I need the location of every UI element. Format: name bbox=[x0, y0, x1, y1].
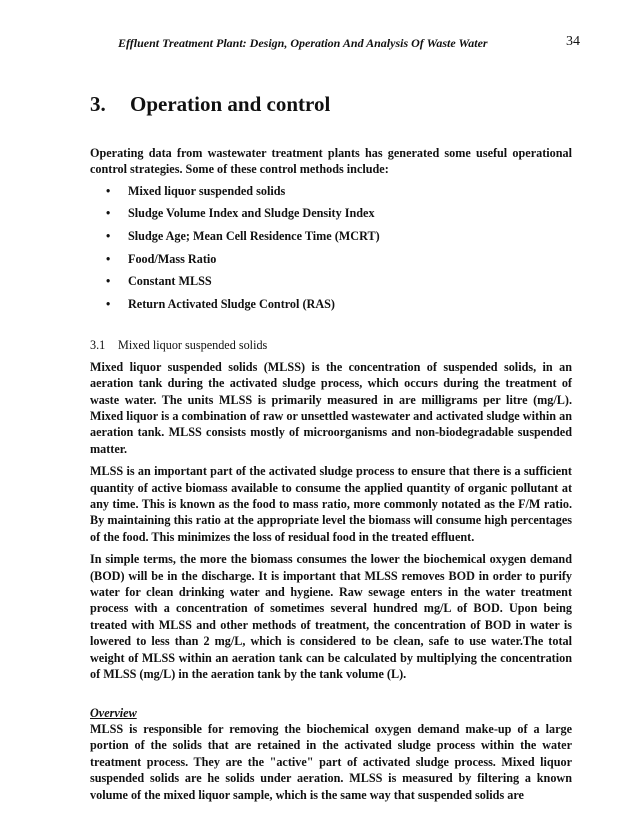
page-number: 34 bbox=[566, 34, 580, 49]
chapter-title: Operation and control bbox=[130, 92, 331, 116]
body-paragraph: Mixed liquor suspended solids (MLSS) is the concentration of suspended solids, in an aeration tank during the activated sludge process, which occurs during the treatment of waste water. The units MLSS is primarily measured in are milligrams per litre (mg/L). Mixed liquor is a combination of raw or unsettled wastewater and activated sludge within an aeration tank. MLSS consists mostly of microorganisms and non-biodegradable suspended matter. bbox=[90, 359, 572, 456]
section-number: 3.1 bbox=[90, 338, 106, 353]
overview-paragraph: MLSS is responsible for removing the biochemical oxygen demand make-up of a large portion of the solids that are retained in the activated sludge process within the water treatment process. They are the "active" part of activated sludge process. Mixed liquor suspended solids are he solids under aeration. MLSS is measured by filtering a known volume of the mixed liquor sample, which is the same way that suspended solids are bbox=[90, 721, 572, 802]
list-item: • Sludge Volume Index and Sludge Density Index bbox=[90, 205, 572, 228]
chapter-number: 3. bbox=[90, 92, 106, 116]
intro-paragraph: Operating data from wastewater treatment plants has generated some useful operational control strategies. Some of these control methods include: bbox=[90, 146, 572, 177]
list-item: • Constant MLSS bbox=[90, 273, 572, 296]
body-paragraph: In simple terms, the more the biomass consumes the lower the biochemical oxygen demand (BOD) will be in the discharge. It is important that MLSS removes BOD in order to purify water for clean drinking water and hygiene. Raw sewage enters in the water treatment process with a concentration of sometimes several hundred mg/L of BOD. Upon being treated with MLSS and other methods of treatment, the concentration of BOD in water is lowered to less than 2 mg/L, which is considered to be clean, safe to use water.The total weight of MLSS within an aeration tank can be calculated by multiplying the concentration of MLSS (mg/L) in the aeration tank by the tank volume (L). bbox=[90, 552, 572, 682]
chapter-heading bbox=[90, 92, 330, 117]
control-methods-list bbox=[90, 183, 572, 319]
list-item: • Food/Mass Ratio bbox=[90, 251, 572, 274]
section-heading bbox=[90, 337, 572, 353]
list-item: • Return Activated Sludge Control (RAS) bbox=[90, 296, 572, 319]
list-item: • Sludge Age; Mean Cell Residence Time (MCRT) bbox=[90, 228, 572, 251]
body-paragraph: MLSS is an important part of the activated sludge process to ensure that there is a sufficient quantity of active biomass available to consume the applied quantity of organic pollutant at any time. This is known as the food to mass ratio, more commonly notated as the F/M ratio. By maintaining this ratio at the appropriate level the biomass will consume high percentages of the food. This minimizes the loss of residual food in the treated effluent. bbox=[90, 464, 572, 544]
list-item: • Mixed liquor suspended solids bbox=[90, 183, 572, 206]
running-header-title: Effluent Treatment Plant: Design, Operation And Analysis Of Waste Water bbox=[118, 36, 488, 50]
overview-heading: Overview bbox=[90, 705, 137, 720]
section-title: Mixed liquor suspended solids bbox=[118, 338, 268, 353]
body-content bbox=[90, 145, 572, 803]
